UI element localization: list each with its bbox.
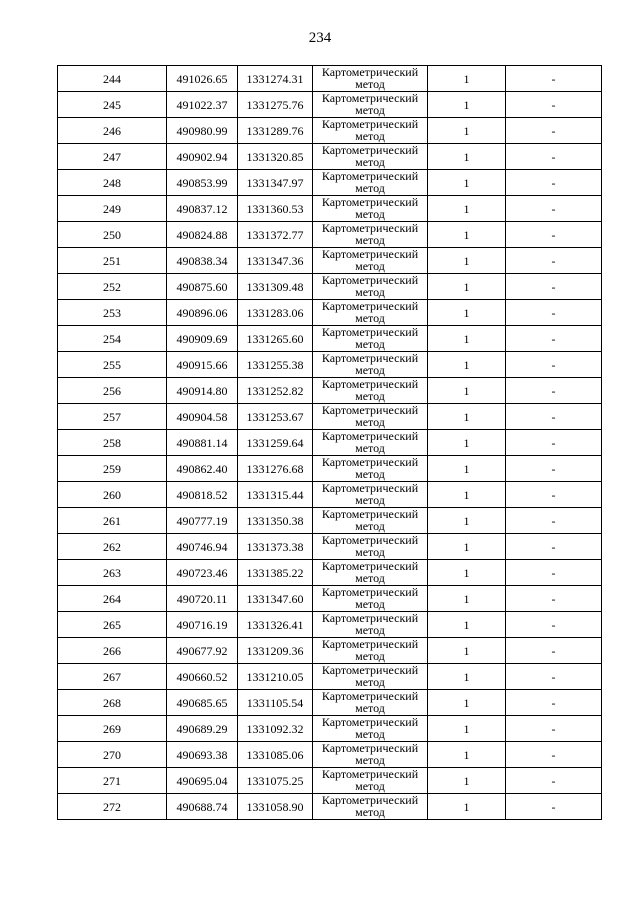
method-line-1: Картометрический <box>321 403 419 417</box>
method-line-1: Картометрический <box>321 767 419 781</box>
point-number-cell: 244 <box>58 66 167 92</box>
dash-cell: - <box>506 508 602 534</box>
quantity-cell: 1 <box>428 326 506 352</box>
dash-cell: - <box>506 638 602 664</box>
method-cell <box>313 222 428 248</box>
method-cell <box>313 326 428 352</box>
dash-cell: - <box>506 768 602 794</box>
y-coordinate-cell: 1331350.38 <box>238 508 313 534</box>
dash-cell: - <box>506 248 602 274</box>
method-line-2: метод <box>355 181 385 195</box>
method-line-1: Картометрический <box>321 689 419 703</box>
dash-cell: - <box>506 716 602 742</box>
quantity-cell: 1 <box>428 560 506 586</box>
method-cell <box>313 690 428 716</box>
method-cell <box>313 612 428 638</box>
method-line-2: метод <box>355 519 385 533</box>
x-coordinate-cell: 490685.65 <box>167 690 238 716</box>
method-line-2: метод <box>355 259 385 273</box>
method-line-1: Картометрический <box>321 377 419 391</box>
table-row <box>58 222 602 248</box>
table-row <box>58 742 602 768</box>
method-line-2: метод <box>355 805 385 819</box>
dash-cell: - <box>506 482 602 508</box>
method-cell <box>313 664 428 690</box>
x-coordinate-cell: 490902.94 <box>167 144 238 170</box>
method-cell <box>313 742 428 768</box>
point-number-cell: 259 <box>58 456 167 482</box>
y-coordinate-cell: 1331347.36 <box>238 248 313 274</box>
dash-cell: - <box>506 196 602 222</box>
table-row <box>58 612 602 638</box>
method-cell <box>313 144 428 170</box>
method-line-2: метод <box>355 467 385 481</box>
x-coordinate-cell: 490980.99 <box>167 118 238 144</box>
x-coordinate-cell: 490693.38 <box>167 742 238 768</box>
y-coordinate-cell: 1331385.22 <box>238 560 313 586</box>
method-line-1: Картометрический <box>321 65 419 79</box>
method-line-1: Картометрический <box>321 195 419 209</box>
method-line-1: Картометрический <box>321 169 419 183</box>
method-cell <box>313 586 428 612</box>
y-coordinate-cell: 1331373.38 <box>238 534 313 560</box>
table-row <box>58 170 602 196</box>
method-line-2: метод <box>355 337 385 351</box>
table-row <box>58 508 602 534</box>
method-line-2: метод <box>355 285 385 299</box>
method-line-2: метод <box>355 103 385 117</box>
table-row <box>58 560 602 586</box>
table-row <box>58 300 602 326</box>
table-row <box>58 638 602 664</box>
dash-cell: - <box>506 794 602 820</box>
y-coordinate-cell: 1331075.25 <box>238 768 313 794</box>
dash-cell: - <box>506 326 602 352</box>
quantity-cell: 1 <box>428 144 506 170</box>
y-coordinate-cell: 1331253.67 <box>238 404 313 430</box>
quantity-cell: 1 <box>428 430 506 456</box>
table-row <box>58 66 602 92</box>
dash-cell: - <box>506 742 602 768</box>
y-coordinate-cell: 1331326.41 <box>238 612 313 638</box>
dash-cell: - <box>506 222 602 248</box>
method-line-1: Картометрический <box>321 663 419 677</box>
method-line-1: Картометрический <box>321 299 419 313</box>
x-coordinate-cell: 491026.65 <box>167 66 238 92</box>
table-row <box>58 716 602 742</box>
x-coordinate-cell: 490896.06 <box>167 300 238 326</box>
y-coordinate-cell: 1331259.64 <box>238 430 313 456</box>
point-number-cell: 253 <box>58 300 167 326</box>
x-coordinate-cell: 490909.69 <box>167 326 238 352</box>
x-coordinate-cell: 490824.88 <box>167 222 238 248</box>
point-number-cell: 271 <box>58 768 167 794</box>
x-coordinate-cell: 490777.19 <box>167 508 238 534</box>
y-coordinate-cell: 1331289.76 <box>238 118 313 144</box>
dash-cell: - <box>506 352 602 378</box>
dash-cell: - <box>506 430 602 456</box>
point-number-cell: 269 <box>58 716 167 742</box>
method-cell <box>313 404 428 430</box>
method-line-2: метод <box>355 207 385 221</box>
y-coordinate-cell: 1331092.32 <box>238 716 313 742</box>
y-coordinate-cell: 1331085.06 <box>238 742 313 768</box>
point-number-cell: 252 <box>58 274 167 300</box>
y-coordinate-cell: 1331347.60 <box>238 586 313 612</box>
point-number-cell: 260 <box>58 482 167 508</box>
method-line-2: метод <box>355 441 385 455</box>
table-body <box>58 66 602 820</box>
method-line-1: Картометрический <box>321 793 419 807</box>
method-line-2: метод <box>355 77 385 91</box>
x-coordinate-cell: 490881.14 <box>167 430 238 456</box>
y-coordinate-cell: 1331320.85 <box>238 144 313 170</box>
dash-cell: - <box>506 534 602 560</box>
method-cell <box>313 638 428 664</box>
method-line-2: метод <box>355 649 385 663</box>
quantity-cell: 1 <box>428 170 506 196</box>
quantity-cell: 1 <box>428 482 506 508</box>
quantity-cell: 1 <box>428 456 506 482</box>
x-coordinate-cell: 490746.94 <box>167 534 238 560</box>
method-line-2: метод <box>355 753 385 767</box>
point-number-cell: 261 <box>58 508 167 534</box>
quantity-cell: 1 <box>428 118 506 144</box>
quantity-cell: 1 <box>428 534 506 560</box>
quantity-cell: 1 <box>428 586 506 612</box>
method-cell <box>313 430 428 456</box>
quantity-cell: 1 <box>428 768 506 794</box>
method-line-2: метод <box>355 389 385 403</box>
table-row <box>58 664 602 690</box>
x-coordinate-cell: 491022.37 <box>167 92 238 118</box>
method-cell <box>313 170 428 196</box>
point-number-cell: 257 <box>58 404 167 430</box>
method-line-1: Картометрический <box>321 221 419 235</box>
table-row <box>58 144 602 170</box>
point-number-cell: 254 <box>58 326 167 352</box>
dash-cell: - <box>506 560 602 586</box>
quantity-cell: 1 <box>428 300 506 326</box>
method-line-2: метод <box>355 675 385 689</box>
y-coordinate-cell: 1331105.54 <box>238 690 313 716</box>
table-row <box>58 118 602 144</box>
point-number-cell: 248 <box>58 170 167 196</box>
x-coordinate-cell: 490716.19 <box>167 612 238 638</box>
x-coordinate-cell: 490904.58 <box>167 404 238 430</box>
method-line-2: метод <box>355 727 385 741</box>
method-line-2: метод <box>355 415 385 429</box>
y-coordinate-cell: 1331275.76 <box>238 92 313 118</box>
method-line-2: метод <box>355 233 385 247</box>
method-line-2: метод <box>355 363 385 377</box>
method-cell <box>313 794 428 820</box>
x-coordinate-cell: 490837.12 <box>167 196 238 222</box>
x-coordinate-cell: 490660.52 <box>167 664 238 690</box>
y-coordinate-cell: 1331283.06 <box>238 300 313 326</box>
dash-cell: - <box>506 170 602 196</box>
method-line-2: метод <box>355 597 385 611</box>
method-cell <box>313 118 428 144</box>
method-line-1: Картометрический <box>321 507 419 521</box>
method-line-1: Картометрический <box>321 429 419 443</box>
quantity-cell: 1 <box>428 742 506 768</box>
table-row <box>58 690 602 716</box>
quantity-cell: 1 <box>428 248 506 274</box>
y-coordinate-cell: 1331372.77 <box>238 222 313 248</box>
quantity-cell: 1 <box>428 66 506 92</box>
dash-cell: - <box>506 66 602 92</box>
method-line-1: Картометрический <box>321 741 419 755</box>
quantity-cell: 1 <box>428 794 506 820</box>
y-coordinate-cell: 1331252.82 <box>238 378 313 404</box>
x-coordinate-cell: 490720.11 <box>167 586 238 612</box>
table-row <box>58 92 602 118</box>
method-cell <box>313 716 428 742</box>
dash-cell: - <box>506 144 602 170</box>
y-coordinate-cell: 1331058.90 <box>238 794 313 820</box>
point-number-cell: 256 <box>58 378 167 404</box>
point-number-cell: 249 <box>58 196 167 222</box>
method-cell <box>313 92 428 118</box>
method-line-1: Картометрический <box>321 481 419 495</box>
method-line-2: метод <box>355 493 385 507</box>
point-number-cell: 266 <box>58 638 167 664</box>
point-number-cell: 262 <box>58 534 167 560</box>
point-number-cell: 263 <box>58 560 167 586</box>
table-row <box>58 430 602 456</box>
point-number-cell: 268 <box>58 690 167 716</box>
point-number-cell: 247 <box>58 144 167 170</box>
table-row <box>58 404 602 430</box>
y-coordinate-cell: 1331265.60 <box>238 326 313 352</box>
method-cell <box>313 378 428 404</box>
table-row <box>58 378 602 404</box>
table-row <box>58 196 602 222</box>
quantity-cell: 1 <box>428 664 506 690</box>
coordinates-table <box>57 65 602 820</box>
method-line-1: Картометрический <box>321 91 419 105</box>
method-line-1: Картометрический <box>321 325 419 339</box>
dash-cell: - <box>506 274 602 300</box>
method-line-2: метод <box>355 701 385 715</box>
table-row <box>58 248 602 274</box>
x-coordinate-cell: 490689.29 <box>167 716 238 742</box>
page-number: 234 <box>308 30 332 46</box>
y-coordinate-cell: 1331315.44 <box>238 482 313 508</box>
method-cell <box>313 248 428 274</box>
method-cell <box>313 768 428 794</box>
y-coordinate-cell: 1331209.36 <box>238 638 313 664</box>
point-number-cell: 250 <box>58 222 167 248</box>
x-coordinate-cell: 490915.66 <box>167 352 238 378</box>
x-coordinate-cell: 490862.40 <box>167 456 238 482</box>
point-number-cell: 264 <box>58 586 167 612</box>
x-coordinate-cell: 490838.34 <box>167 248 238 274</box>
y-coordinate-cell: 1331210.05 <box>238 664 313 690</box>
point-number-cell: 270 <box>58 742 167 768</box>
method-line-1: Картометрический <box>321 351 419 365</box>
quantity-cell: 1 <box>428 638 506 664</box>
method-line-2: метод <box>355 571 385 585</box>
y-coordinate-cell: 1331347.97 <box>238 170 313 196</box>
method-line-2: метод <box>355 779 385 793</box>
method-cell <box>313 560 428 586</box>
quantity-cell: 1 <box>428 196 506 222</box>
x-coordinate-cell: 490723.46 <box>167 560 238 586</box>
y-coordinate-cell: 1331360.53 <box>238 196 313 222</box>
x-coordinate-cell: 490818.52 <box>167 482 238 508</box>
point-number-cell: 267 <box>58 664 167 690</box>
point-number-cell: 255 <box>58 352 167 378</box>
dash-cell: - <box>506 690 602 716</box>
dash-cell: - <box>506 612 602 638</box>
method-cell <box>313 274 428 300</box>
quantity-cell: 1 <box>428 508 506 534</box>
method-line-1: Картометрический <box>321 585 419 599</box>
point-number-cell: 251 <box>58 248 167 274</box>
x-coordinate-cell: 490914.80 <box>167 378 238 404</box>
method-cell <box>313 482 428 508</box>
method-line-2: метод <box>355 545 385 559</box>
method-line-1: Картометрический <box>321 715 419 729</box>
table-row <box>58 534 602 560</box>
method-cell <box>313 300 428 326</box>
quantity-cell: 1 <box>428 612 506 638</box>
method-line-1: Картометрический <box>321 533 419 547</box>
table-row <box>58 794 602 820</box>
method-cell <box>313 534 428 560</box>
x-coordinate-cell: 490695.04 <box>167 768 238 794</box>
method-line-1: Картометрический <box>321 143 419 157</box>
dash-cell: - <box>506 664 602 690</box>
method-line-1: Картометрический <box>321 117 419 131</box>
point-number-cell: 246 <box>58 118 167 144</box>
x-coordinate-cell: 490688.74 <box>167 794 238 820</box>
point-number-cell: 258 <box>58 430 167 456</box>
table-row <box>58 768 602 794</box>
method-line-1: Картометрический <box>321 455 419 469</box>
quantity-cell: 1 <box>428 404 506 430</box>
method-line-1: Картометрический <box>321 559 419 573</box>
method-line-1: Картометрический <box>321 611 419 625</box>
table-row <box>58 456 602 482</box>
quantity-cell: 1 <box>428 352 506 378</box>
x-coordinate-cell: 490875.60 <box>167 274 238 300</box>
method-line-1: Картометрический <box>321 247 419 261</box>
method-cell <box>313 456 428 482</box>
x-coordinate-cell: 490853.99 <box>167 170 238 196</box>
dash-cell: - <box>506 586 602 612</box>
table-row <box>58 352 602 378</box>
quantity-cell: 1 <box>428 92 506 118</box>
table-row <box>58 482 602 508</box>
method-line-1: Картометрический <box>321 637 419 651</box>
dash-cell: - <box>506 118 602 144</box>
method-cell <box>313 352 428 378</box>
quantity-cell: 1 <box>428 222 506 248</box>
point-number-cell: 265 <box>58 612 167 638</box>
y-coordinate-cell: 1331274.31 <box>238 66 313 92</box>
dash-cell: - <box>506 404 602 430</box>
method-line-2: метод <box>355 155 385 169</box>
dash-cell: - <box>506 300 602 326</box>
y-coordinate-cell: 1331255.38 <box>238 352 313 378</box>
dash-cell: - <box>506 456 602 482</box>
table-row <box>58 326 602 352</box>
y-coordinate-cell: 1331276.68 <box>238 456 313 482</box>
dash-cell: - <box>506 378 602 404</box>
method-line-1: Картометрический <box>321 273 419 287</box>
dash-cell: - <box>506 92 602 118</box>
method-line-2: метод <box>355 129 385 143</box>
method-cell <box>313 196 428 222</box>
point-number-cell: 272 <box>58 794 167 820</box>
table-row <box>58 274 602 300</box>
method-line-2: метод <box>355 623 385 637</box>
quantity-cell: 1 <box>428 274 506 300</box>
quantity-cell: 1 <box>428 378 506 404</box>
y-coordinate-cell: 1331309.48 <box>238 274 313 300</box>
point-number-cell: 245 <box>58 92 167 118</box>
method-cell <box>313 508 428 534</box>
table-row <box>58 586 602 612</box>
quantity-cell: 1 <box>428 690 506 716</box>
x-coordinate-cell: 490677.92 <box>167 638 238 664</box>
method-cell <box>313 66 428 92</box>
quantity-cell: 1 <box>428 716 506 742</box>
method-line-2: метод <box>355 311 385 325</box>
